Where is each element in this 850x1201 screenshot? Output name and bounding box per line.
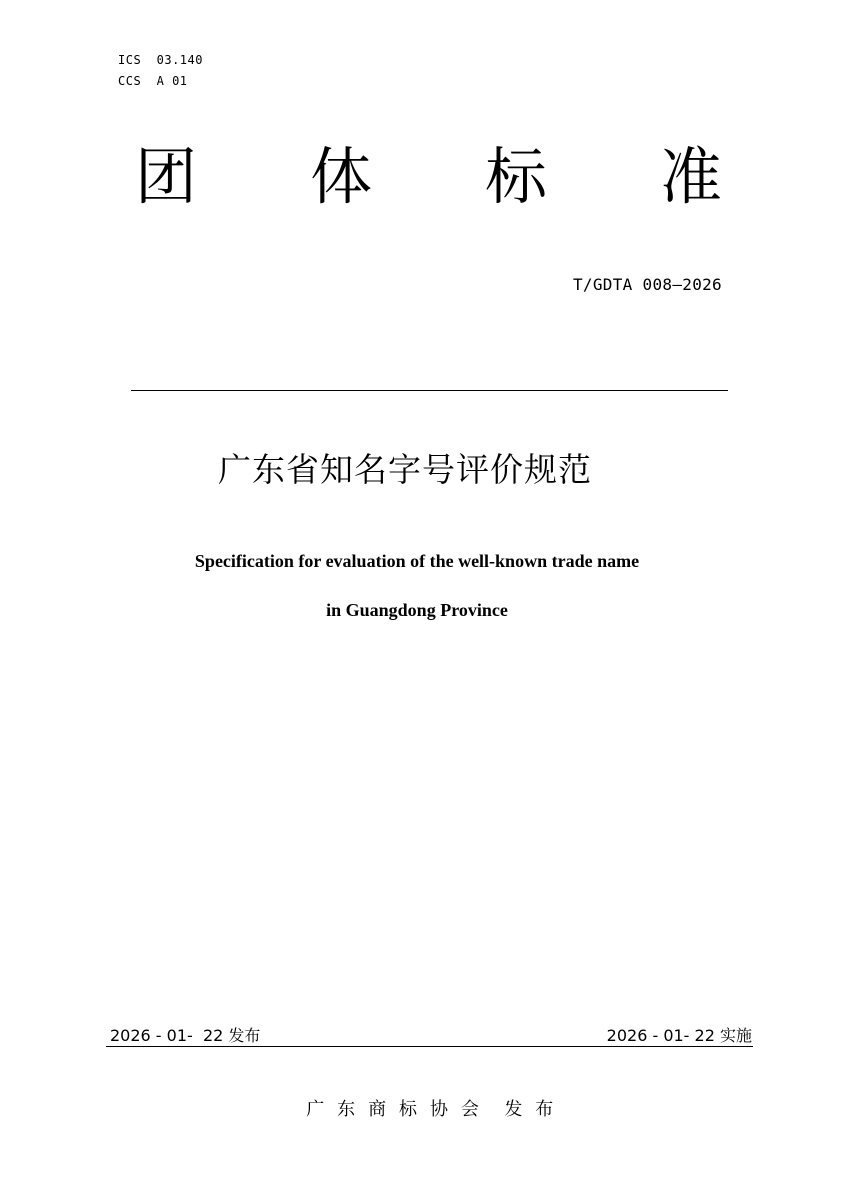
title-english-line2: in Guangdong Province — [326, 600, 508, 620]
publish-date: 2026 - 01- 22 发布 — [110, 1026, 261, 1045]
ccs-code: CCS A 01 — [118, 74, 188, 88]
standard-number: T/GDTA 008—2026 — [573, 275, 722, 294]
category-char-2: 体 — [310, 140, 373, 213]
bottom-divider — [106, 1046, 753, 1047]
title-english-line1: Specification for evaluation of the well-known trade name — [194, 551, 640, 571]
title-chinese: 广东省知名字号评价规范 — [218, 450, 592, 489]
issuer: 广 东 商 标 协 会 发 布 — [306, 1099, 554, 1120]
ics-code: ICS 03.140 — [118, 53, 203, 67]
category-char-1: 团 — [135, 140, 198, 213]
category-char-3: 标 — [485, 140, 548, 213]
category-char-4: 准 — [660, 140, 723, 213]
top-divider — [131, 390, 728, 391]
implement-date: 2026 - 01- 22 实施 — [606, 1026, 752, 1045]
